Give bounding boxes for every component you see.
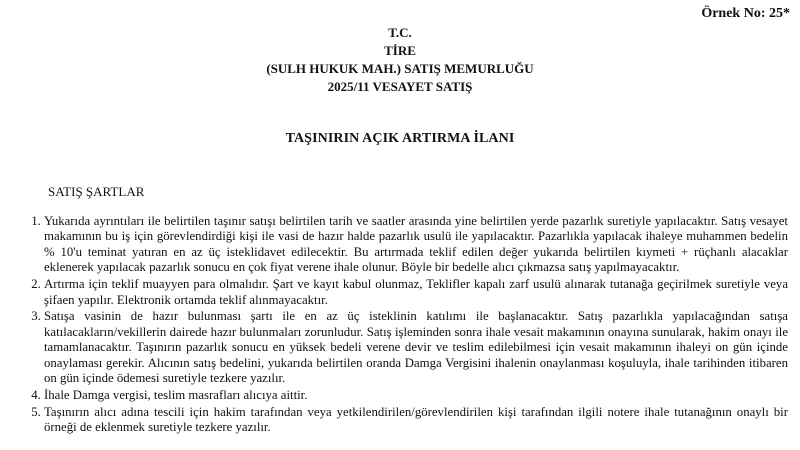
condition-item: 4. İhale Damga vergisi, teslim masrafları alıcıya aittir. xyxy=(44,388,788,403)
header-state: T.C. xyxy=(388,25,412,40)
header-office: (SULH HUKUK MAH.) SATIŞ MEMURLUĞU xyxy=(266,61,534,76)
condition-item: 1. Yukarıda ayrıntıları ile belirtilen taşınır satışı belirtilen tarih ve saatler arasında yine belirtilen yerde pazarlık suretiyle yapılacaktır. Satış vesayet makamının bu iş için görevlendirdiği kişi ile vasi de hazır halde pazarlık usulü ile yapılacaktır. Pazarlıkla yapılacak ihaleye muhammen bedelin % 10'u teminat yatıran en az üç isteklidavet edilecektir. Bu artırmada teklif edilen değer yukarıda belirtilen kıymeti + rüçhanlı alacaklar eklenerek yapılacak pazarlık sonucu en çok fiyat verene ihale olunur. Böyle bir bedelle alıcı çıkmazsa satış yapılmayacaktır. xyxy=(44,214,788,276)
condition-item: 3. Satışa vasinin de hazır bulunması şartı ile en az üç isteklinin katılımı ile başlanacaktır. Satış pazarlıkla yapılacağından satışa katılacakların/vekillerin dairede hazır bulunmaları zorunludur. Satış işleminden sonra ihale vesait makamının onayına sunularak, hakim onayı ile tamamlanacaktır. Taşınırın pazarlık sonucu en yüksek bedeli verene devir ve teslim edilebilmesi için vesait makamının ihaleyi on gün içinde onaylaması gerekir. Alıcının satış bedelini, yukarıda belirtilen oranda Damga Vergisini ihalenin onaylanması koşuluyla, ihale tarihinden itibaren on gün içinde ödemesi suretiyle tezkere yazılır. xyxy=(44,309,788,386)
announcement-title: TAŞINIRIN AÇIK ARTIRMA İLANI xyxy=(285,131,515,146)
sample-number: Örnek No: 25* xyxy=(701,6,790,21)
section-title: SATIŞ ŞARTLAR xyxy=(48,184,145,199)
condition-item: 5. Taşınırın alıcı adına tescili için hakim tarafından veya yetkilendirilen/görevlendirilen kişi tarafından ilgili notere ihale tutanağının onaylı bir örneği de eklenmek suretiyle tezkere yazılır. xyxy=(44,405,788,436)
header-file-number: 2025/11 VESAYET SATIŞ xyxy=(327,79,473,94)
condition-item: 2. Artırma için teklif muayyen para olmalıdır. Şart ve kayıt kabul olunmaz, Teklifler kapalı zarf usulü alınarak tutanağa geçirilmek suretiyle veya şifaen yapılır. Elektronik ortamda teklif alınmayacaktır. xyxy=(44,277,788,308)
conditions-list xyxy=(0,214,788,437)
document-header xyxy=(0,24,800,96)
header-city: TİRE xyxy=(384,43,416,58)
